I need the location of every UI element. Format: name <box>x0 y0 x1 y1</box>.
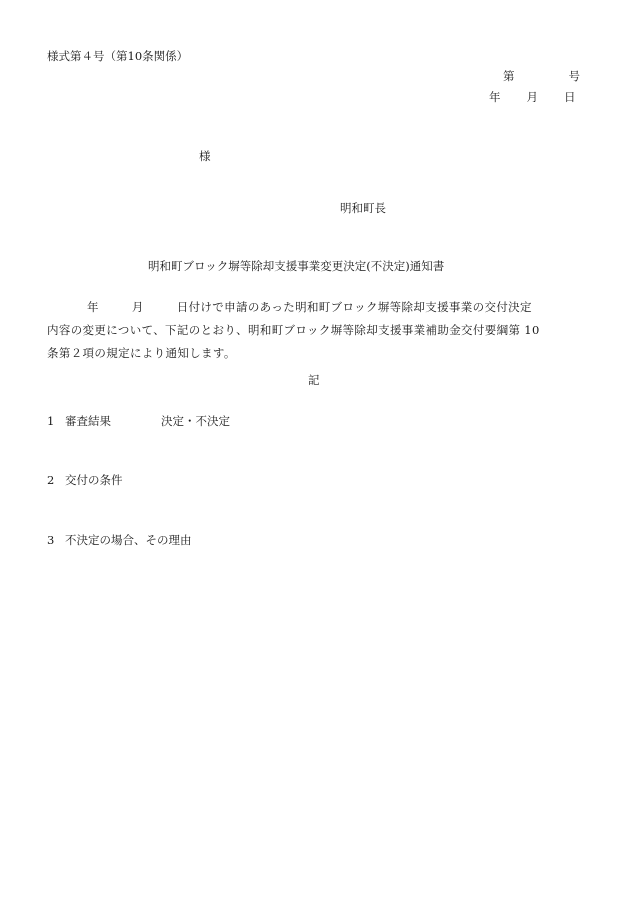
issue-date-line <box>489 92 576 104</box>
date-month: 月 <box>526 90 538 104</box>
item-number: 1 <box>47 414 55 428</box>
body-year: 年 <box>87 300 99 314</box>
body-paragraph <box>47 296 587 365</box>
number-suffix: 号 <box>568 69 580 83</box>
item-review-result <box>47 416 230 428</box>
body-month: 月 <box>131 300 144 314</box>
date-day: 日 <box>564 90 576 104</box>
body-line-2: 内容の変更について、下記のとおり、明和町ブロック塀等除却支援事業補助金交付要綱第 10 <box>47 323 540 337</box>
body-line-3: 条第２項の規定により通知します。 <box>47 346 236 360</box>
item-number: 2 <box>47 473 55 487</box>
item-number: 3 <box>47 533 55 547</box>
document-title: 明和町ブロック塀等除却支援事業変更決定(不決定)通知書 <box>148 259 445 273</box>
item-label: 不決定の場合、その理由 <box>65 533 192 547</box>
date-year: 年 <box>489 90 501 104</box>
document-number-line <box>503 71 580 83</box>
item-grant-conditions <box>47 475 123 487</box>
form-number: 様式第４号（第10条関係） <box>47 49 189 63</box>
ki-heading: 記 <box>308 373 320 387</box>
body-line-1 <box>47 296 587 319</box>
item-value: 決定・不決定 <box>161 414 230 428</box>
addressee-honorific: 様 <box>199 149 211 163</box>
body-line-1-rest: 日付けで申請のあった明和町ブロック塀等除却支援事業の交付決定 <box>176 300 532 314</box>
sender-name: 明和町長 <box>340 201 386 215</box>
item-rejection-reason <box>47 535 192 547</box>
item-label: 交付の条件 <box>65 473 123 487</box>
number-prefix: 第 <box>503 69 515 83</box>
item-label: 審査結果 <box>65 414 111 428</box>
